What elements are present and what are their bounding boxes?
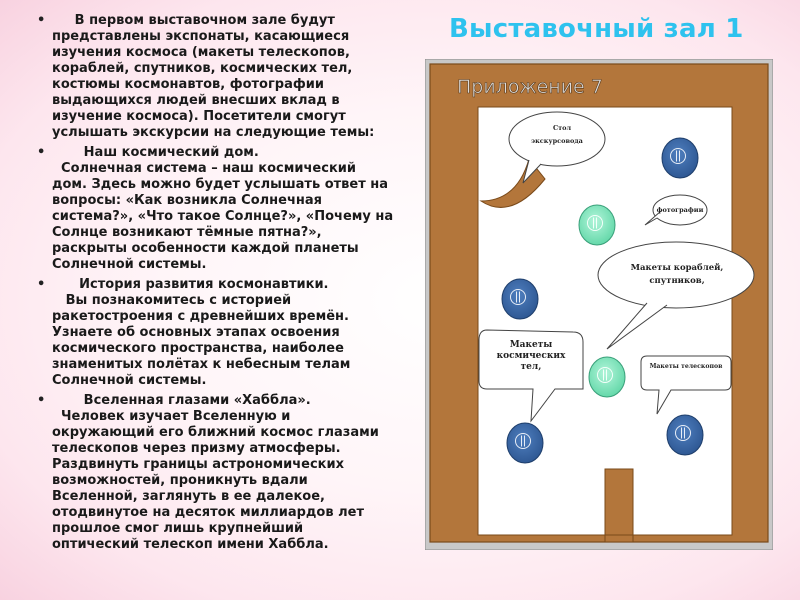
stand-dark [507,423,543,463]
body-paragraph: Солнечная система – наш космический дом. Здесь можно будет услышать ответ на вопросы: «Как возникла Солнечная система?», «Что такое Солнце?», «Почему на Солнце возникают тёмные пятна?», раскрыты особенности каждой планеты Солнечной системы. [52,161,394,272]
entrance-post [605,469,633,542]
floor-plan-svg [425,59,773,550]
bodies-label-3: тел, [520,362,542,372]
photos-label: фотографии [656,206,704,214]
stand-dark [662,138,698,178]
description-text [52,13,394,553]
desk-label-1: Стол [552,124,572,132]
stand-dark [502,279,538,319]
stand-light [579,205,615,245]
stand-light [589,357,625,397]
body-paragraph: Вы познакомитесь с историей ракетостроения с древнейших времён. Узнаете об основных этапах освоения космического пространства, наиболее знаменитых полётах к небесным телам Солнечной системы. [52,293,351,388]
bullet-paragraph: • История развития космонавтики. [52,277,394,293]
ships-label-2: спутников, [649,276,705,286]
desk-label-2: экскурсовода [531,137,583,145]
body-paragraph: Человек изучает Вселенную и окружающий его ближний космос глазами телескопов через призму атмосферы. Раздвинуть границы астрономических возможностей, проникнуть вдали Вселенной, заглянуть в ее далекое, отодвинутое на десяток миллиардов лет прошлое смог лишь крупнейший оптический телескоп имени Хаббла. [52,409,379,552]
bullet-paragraph: • В первом выставочном зале будут представлены экспонаты, касающиеся изучения космоса (макеты телескопов, кораблей, спутников, космических тел, костюмы космонавтов, фотографии выдающихся людей внесших вклад в изучение космоса). Посетители смогут услышать экскурсии на следующие темы: [52,13,394,141]
bodies-label-2: космических [496,351,566,361]
bodies-label-1: Макеты [509,340,553,350]
slide-title: Выставочный зал 1 [449,14,744,44]
bullet-paragraph: • Вселенная глазами «Хаббла». [52,393,394,409]
ships-label-1: Макеты кораблей, [630,263,724,273]
telescopes-label: Макеты телескопов [649,363,723,370]
stand-dark [667,415,703,455]
bullet-paragraph: • Наш космический дом. [52,145,394,161]
appendix-label: Приложение 7 [457,76,603,98]
hall-floor-plan [425,59,773,550]
